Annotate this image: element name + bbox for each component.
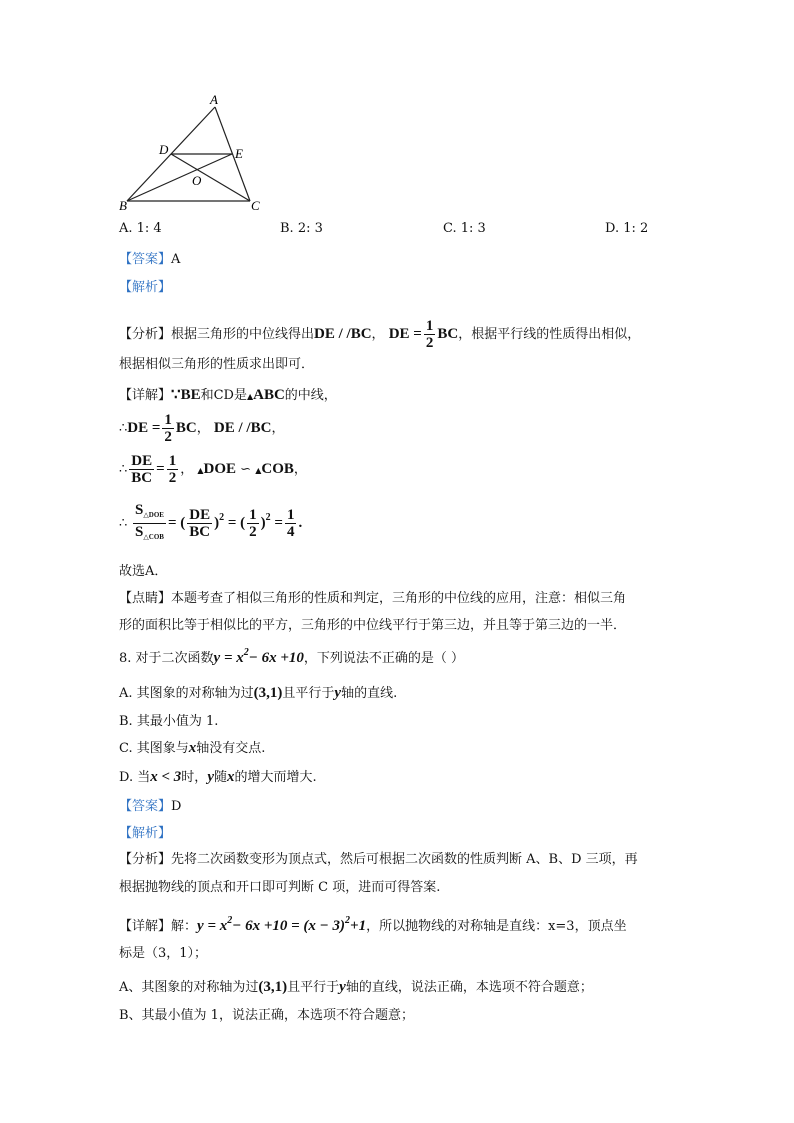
opt-c-pre: C. 其图象与 — [119, 741, 189, 756]
opt-a-point: (3,1) — [253, 685, 283, 701]
q8-judge-b: B、其最小值为 1，说法正确，本选项不符合题意； — [119, 1008, 414, 1023]
opt-c-post: 轴没有交点. — [196, 741, 266, 756]
pow1: 2 — [219, 511, 225, 523]
close1: ) — [214, 514, 220, 531]
answer-tag: 【答案】 — [119, 252, 172, 267]
q7-option-c: C. 1: 3 — [443, 221, 486, 236]
eq1: = ( — [167, 514, 186, 531]
q7-answer-line — [119, 248, 180, 267]
q8-option-d — [119, 766, 317, 786]
q7-option-b: B. 2: 3 — [280, 221, 323, 236]
fenxi-comma: ， — [371, 327, 385, 342]
q7-jiexi-tag: 【解析】 — [119, 280, 172, 295]
close2: ) — [260, 514, 266, 531]
step1-frac — [162, 412, 174, 445]
frac-num: DE — [189, 507, 211, 523]
label-c: C — [251, 198, 260, 213]
frac-num: 1 — [249, 507, 257, 523]
opt-d-mid: 时， — [181, 770, 208, 785]
stem-pre: 8. 对于二次函数 — [119, 651, 214, 666]
step3-math — [127, 502, 303, 541]
step1-left: DE = — [127, 419, 161, 436]
frac-den: 2 — [168, 470, 177, 486]
step1-comma: ， — [196, 420, 210, 436]
step3-end: . — [298, 514, 303, 531]
xj-math3: +1 — [350, 918, 367, 934]
area-ratio — [133, 502, 166, 545]
step1-parallel: DE / /BC — [213, 419, 272, 436]
opt-a-y: y — [334, 685, 342, 701]
stem-math1: y = x — [213, 650, 244, 666]
q8-judge-a — [119, 976, 593, 996]
opt-d-y: y — [207, 769, 214, 785]
label-b: B — [119, 198, 127, 213]
opt-a-pre: A. 其图象的对称轴为过 — [119, 686, 254, 701]
xiangjie-jie: 解： — [171, 919, 198, 934]
opt-d-mid2: 随 — [213, 770, 227, 785]
abc: ABC — [253, 387, 285, 403]
q7-xiangjie-line — [119, 384, 337, 404]
fenxi-math-half — [388, 318, 459, 352]
opt-d-x: x — [227, 769, 235, 785]
s-num: S — [135, 502, 144, 518]
q8-option-c — [119, 737, 265, 757]
q7-dianjing-line1 — [119, 587, 626, 606]
eq3: = — [274, 514, 283, 531]
xj-pow2: 2 — [345, 915, 351, 926]
be: BE — [180, 387, 201, 403]
therefore-sign: ∴ — [119, 515, 128, 531]
triangle-figure — [110, 90, 280, 220]
dianjing-tag: 【点睛】 — [119, 591, 172, 606]
frac-den: BC — [189, 524, 211, 540]
q8-stem — [119, 647, 464, 667]
eq2: = ( — [227, 514, 246, 531]
segment-cd — [171, 154, 250, 201]
opt-d-post: 的增大而增大. — [234, 770, 317, 785]
label-d: D — [159, 142, 169, 157]
frac-num: 1 — [425, 318, 434, 335]
frac-den: 2 — [425, 335, 434, 352]
dianjing-text1: 本题考查了相似三角形的性质和判定，三角形的中位线的应用，注意：相似三角 — [171, 591, 627, 606]
xj-math2: − 6x +10 = (x − 3) — [232, 918, 346, 934]
fenxi-math-parallel: DE / /BC — [314, 326, 372, 342]
frac-num: 1 — [286, 507, 295, 523]
answer-tag: 【答案】 — [119, 799, 172, 814]
pow2: 2 — [265, 511, 271, 523]
frac-den: 4 — [286, 524, 295, 540]
and-text: 和CD是 — [200, 388, 247, 403]
cob: COB — [261, 460, 294, 477]
stem-math — [213, 647, 304, 666]
q8-fenxi-line2: 根据抛物线的顶点和开口即可判断 C 项，进而可得答案. — [119, 880, 441, 895]
xj-text: ，所以抛物线的对称轴是直线：x=3，顶点坐 — [366, 919, 627, 934]
xj-math — [197, 915, 367, 934]
math-left: DE = — [388, 326, 422, 342]
frac-den: 2 — [164, 429, 172, 445]
step2-frac — [129, 453, 154, 486]
frac-den: BC — [131, 470, 153, 486]
q8-answer-line — [119, 795, 181, 814]
a-mid: 且平行于 — [287, 980, 340, 995]
step2-frac-value — [167, 453, 179, 486]
frac-num: 1 — [168, 453, 177, 469]
q8-option-a — [119, 682, 397, 702]
stem-post: ，下列说法不正确的是（ ） — [303, 651, 465, 666]
math-right: BC — [437, 326, 459, 342]
opt-a-post: 轴的直线. — [341, 686, 398, 701]
end-text: 的中线， — [284, 388, 337, 403]
frac-den: 2 — [249, 524, 257, 540]
opt-d-cond: x < 3 — [150, 769, 182, 785]
xiangjie-tag: 【详解】 — [119, 919, 172, 934]
frac-num: DE — [131, 453, 153, 469]
triangle-icon: ▲ — [197, 465, 204, 475]
stem-math2: − 6x +10 — [248, 650, 304, 666]
label-a: A — [210, 92, 218, 107]
q8-xiangjie-line1 — [119, 915, 627, 935]
fenxi-tag: 【分析】 — [119, 327, 172, 342]
xiangjie-tag: 【详解】 — [119, 388, 172, 403]
triangle-icon: ▲ — [246, 392, 254, 401]
similar-sign: ∽ — [240, 461, 252, 477]
quarter-frac — [285, 507, 297, 540]
therefore-sign: ∴ — [119, 420, 128, 436]
doe: DOE — [203, 460, 237, 477]
q7-step2 — [119, 453, 307, 486]
s-den: S — [135, 524, 144, 540]
step1-end: ， — [271, 420, 285, 436]
opt-a-mid: 且平行于 — [282, 686, 335, 701]
s-den-sub: △COB — [143, 533, 164, 541]
a-pre: A、其图象的对称轴为过 — [119, 980, 259, 995]
frac-num: 1 — [164, 412, 172, 428]
opt-c-x: x — [188, 740, 197, 756]
q8-xiangjie-line2: 标是（3，1）； — [119, 946, 208, 961]
q8-fenxi-line1 — [119, 848, 638, 867]
xj-math1: y = x — [197, 918, 228, 934]
q8-option-b: B. 其最小值为 1. — [119, 714, 219, 729]
answer-value: D — [171, 799, 182, 814]
answer-value: A — [171, 252, 181, 267]
stem-pow: 2 — [243, 647, 249, 658]
fenxi-tag: 【分析】 — [119, 852, 172, 867]
a-y: y — [339, 979, 346, 995]
half-frac — [247, 507, 259, 540]
q7-option-d: D. 1: 2 — [605, 221, 649, 236]
q7-step3 — [119, 502, 302, 545]
q8-jiexi-tag: 【解析】 — [119, 826, 172, 841]
fraction-half — [424, 318, 436, 351]
step2-math — [127, 453, 180, 486]
label-o: O — [192, 173, 202, 188]
fenxi-text: 根据三角形的中位线得出 — [171, 327, 315, 342]
therefore-sign: ∴ — [119, 461, 128, 477]
q7-fenxi-line1 — [119, 313, 640, 356]
fenxi-line1: 先将二次函数变形为顶点式，然后可根据二次函数的性质判断 A、B、D 三项，再 — [171, 852, 638, 867]
triangle-icon: ▲ — [255, 465, 262, 475]
step2-end: ， — [293, 461, 307, 477]
s-num-sub: △DOE — [143, 511, 164, 519]
step1-right: BC — [175, 419, 197, 436]
because-sign: ∵ — [171, 387, 181, 403]
q7-step1 — [119, 412, 284, 445]
fenxi-text2: ，根据平行线的性质得出相似， — [458, 327, 641, 342]
q7-guxuan: 故选A． — [119, 564, 168, 579]
ratio-frac — [187, 507, 212, 540]
a-post: 轴的直线，说法正确，本选项不符合题意； — [345, 980, 593, 995]
xj-pow1: 2 — [227, 915, 233, 926]
label-e: E — [235, 146, 243, 161]
q7-fenxi-line2: 根据相似三角形的性质求出即可． — [119, 357, 315, 372]
opt-d-pre: D. 当 — [119, 770, 151, 785]
q7-option-a: A. 1: 4 — [119, 221, 162, 236]
a-point: (3,1) — [258, 979, 288, 995]
segment-be — [127, 154, 232, 201]
eq-sign: = — [156, 460, 165, 477]
q7-dianjing-line2: 形的面积比等于相似比的平方，三角形的中位线平行于第三边，并且等于第三边的一半． — [119, 618, 627, 633]
step2-comma: ， — [180, 461, 194, 477]
step1-math — [127, 412, 197, 445]
